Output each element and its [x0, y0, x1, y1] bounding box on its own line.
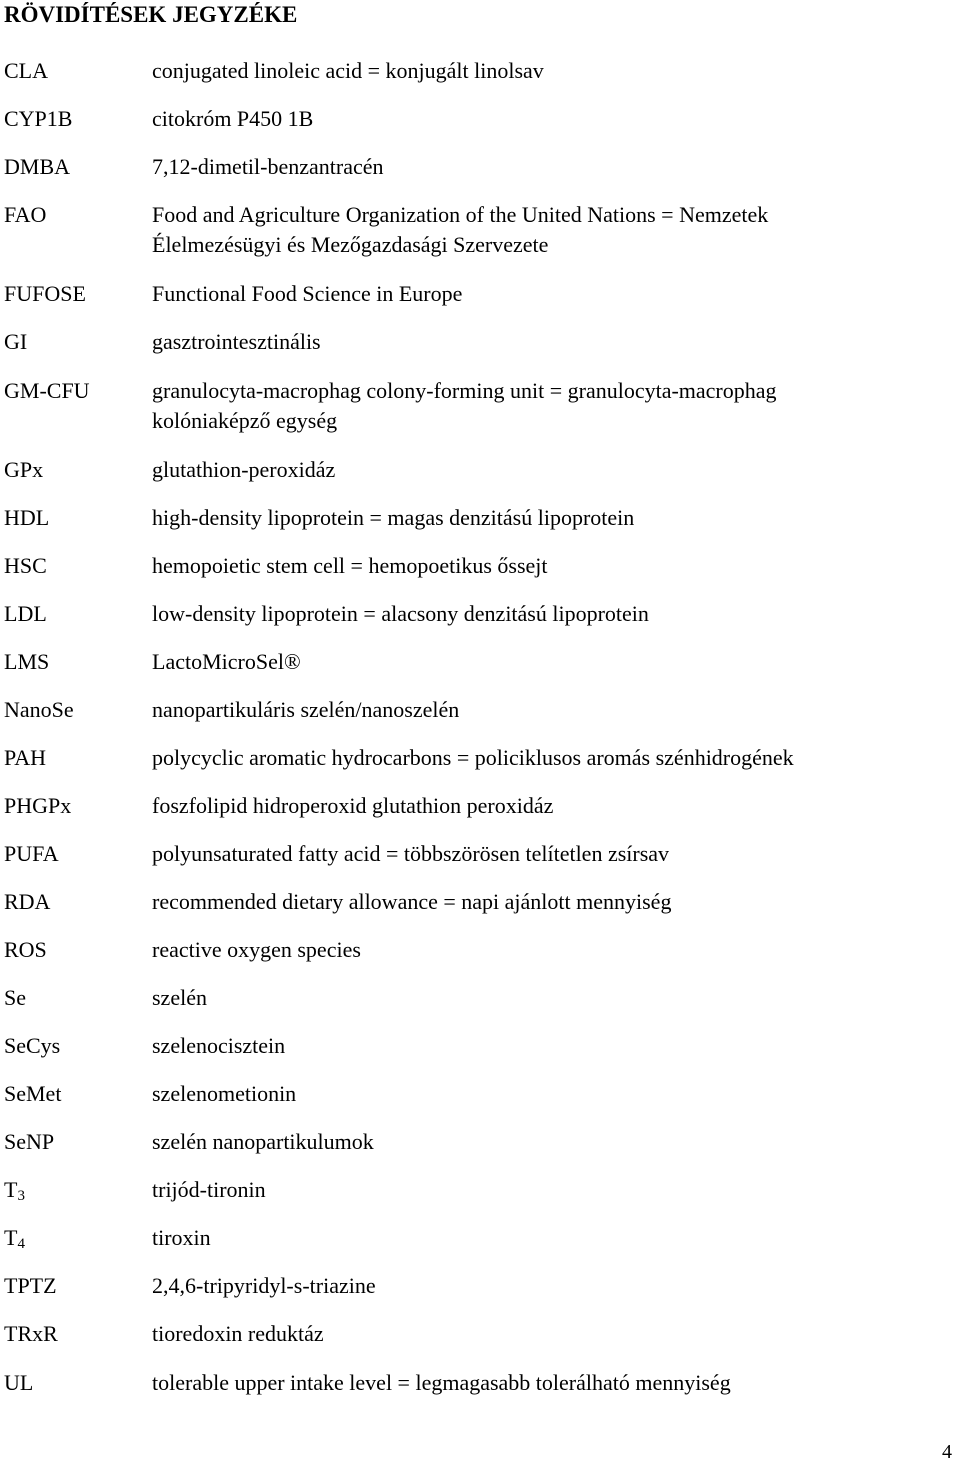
abbreviation-definition: 7,12-dimetil-benzantracén — [152, 154, 384, 179]
abbreviation-definition: high-density lipoprotein = magas denzitású lipoprotein — [152, 505, 635, 530]
abbreviation-definition: LactoMicroSel® — [152, 649, 301, 674]
abbreviation-term-base: T — [4, 1177, 18, 1202]
abbreviation-term: FUFOSE — [4, 281, 86, 306]
page-number: 4 — [942, 1441, 952, 1463]
abbreviation-definition: Functional Food Science in Europe — [152, 281, 463, 306]
abbreviation-definition: szelén — [152, 985, 207, 1010]
abbreviation-term: FAO — [4, 202, 47, 227]
abbreviation-definition: hemopoietic stem cell = hemopoetikus őssejt — [152, 553, 548, 578]
abbreviation-subscript: 3 — [17, 1188, 25, 1204]
abbreviation-definition: tolerable upper intake level = legmagasabb tolerálható mennyiség — [152, 1370, 731, 1395]
abbreviation-definition: glutathion-peroxidáz — [152, 457, 336, 482]
abbreviation-term: RDA — [4, 889, 51, 914]
abbreviation-term: PHGPx — [4, 793, 72, 818]
abbreviation-subscript: 4 — [17, 1236, 25, 1252]
abbreviation-term: SeMet — [4, 1081, 62, 1106]
abbreviation-definition: trijód-tironin — [152, 1177, 266, 1202]
abbreviation-term — [4, 1223, 25, 1259]
abbreviation-definition: Food and Agriculture Organization of the United Nations = Nemzetek Élelmezésügyi és Mezőgazdasági Szervezete — [152, 202, 769, 257]
abbreviation-definition: szelenometionin — [152, 1081, 297, 1106]
abbreviation-term: PUFA — [4, 841, 59, 866]
abbreviation-definition: polyunsaturated fatty acid = többszörösen telítetlen zsírsav — [152, 841, 670, 866]
abbreviation-term: HSC — [4, 553, 47, 578]
abbreviation-term-base: T — [4, 1225, 18, 1250]
abbreviation-term: SeCys — [4, 1033, 61, 1058]
abbreviation-definition: reactive oxygen species — [152, 937, 361, 962]
abbreviation-term: HDL — [4, 505, 50, 530]
abbreviation-definition: foszfolipid hidroperoxid glutathion peroxidáz — [152, 793, 554, 818]
abbreviation-term: CLA — [4, 58, 48, 83]
abbreviation-term: NanoSe — [4, 697, 74, 722]
abbreviation-definition: polycyclic aromatic hydrocarbons = policiklusos aromás szénhidrogének — [152, 745, 794, 770]
abbreviation-definition: granulocyta-macrophag colony-forming unit = granulocyta-macrophag kolóniaképző egység — [152, 378, 777, 433]
abbreviation-definition: tioredoxin reduktáz — [152, 1321, 324, 1346]
page-title: RÖVIDÍTÉSEK JEGYZÉKE — [4, 2, 298, 27]
abbreviation-term: TPTZ — [4, 1273, 57, 1298]
abbreviation-term: ROS — [4, 937, 47, 962]
abbreviation-definition: gasztrointesztinális — [152, 329, 321, 354]
abbreviation-term: Se — [4, 985, 26, 1010]
abbreviation-term: GI — [4, 329, 28, 354]
abbreviation-term: PAH — [4, 745, 46, 770]
abbreviation-term: GM-CFU — [4, 378, 90, 403]
abbreviation-definition: nanopartikuláris szelén/nanoszelén — [152, 697, 460, 722]
abbreviation-definition: low-density lipoprotein = alacsony denzitású lipoprotein — [152, 601, 649, 626]
abbreviation-term: CYP1B — [4, 106, 73, 131]
abbreviation-definition: conjugated linoleic acid = konjugált linolsav — [152, 58, 544, 83]
abbreviation-term: TRxR — [4, 1321, 58, 1346]
abbreviation-definition: tiroxin — [152, 1225, 211, 1250]
abbreviation-definition: recommended dietary allowance = napi ajánlott mennyiség — [152, 889, 672, 914]
abbreviation-term: SeNP — [4, 1129, 55, 1154]
abbreviation-term: LMS — [4, 649, 50, 674]
abbreviation-term — [4, 1175, 25, 1211]
abbreviation-definition: szelenocisztein — [152, 1033, 286, 1058]
abbreviation-definition: 2,4,6-tripyridyl-s-triazine — [152, 1273, 376, 1298]
abbreviation-term: GPx — [4, 457, 44, 482]
abbreviation-definition: szelén nanopartikulumok — [152, 1129, 374, 1154]
abbreviation-term: DMBA — [4, 154, 71, 179]
abbreviation-definition: citokróm P450 1B — [152, 106, 314, 131]
abbreviation-term: UL — [4, 1370, 34, 1395]
abbreviation-term: LDL — [4, 601, 47, 626]
